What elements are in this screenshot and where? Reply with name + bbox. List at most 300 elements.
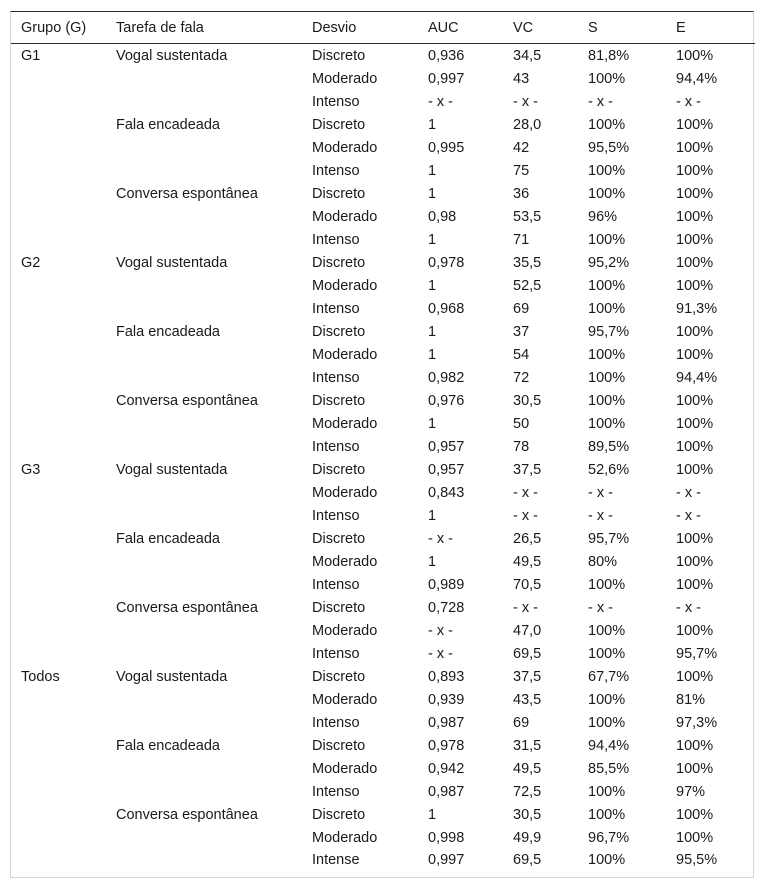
- cell-auc: 0,893: [428, 668, 465, 685]
- table-row: [11, 688, 755, 711]
- cell-desvio: Moderado: [312, 691, 378, 708]
- cell-desvio: Moderado: [312, 346, 378, 363]
- cell-auc: 0,998: [428, 829, 465, 846]
- cell-desvio: Intenso: [312, 438, 360, 455]
- cell-desvio: Intenso: [312, 162, 360, 179]
- cell-vc: 49,9: [513, 829, 542, 846]
- cell-grupo: [11, 389, 116, 412]
- cell-desvio: Intenso: [312, 93, 360, 110]
- cell-auc: 0,939: [428, 691, 465, 708]
- cell-grupo: G3: [21, 461, 41, 478]
- table-row: [11, 573, 755, 596]
- table-row: [11, 366, 755, 389]
- cell-grupo: [11, 688, 116, 711]
- cell-desvio: Moderado: [312, 622, 378, 639]
- cell-vc: 69,5: [513, 852, 542, 868]
- cell-vc: 53,5: [513, 208, 542, 225]
- cell-s: - x -: [588, 507, 613, 524]
- cell-tarefa: [116, 780, 312, 803]
- cell-grupo: [11, 435, 116, 458]
- cell-desvio: Discreto: [312, 668, 366, 685]
- cell-vc: - x -: [513, 507, 538, 524]
- cell-e: 100%: [676, 346, 714, 363]
- cell-auc: 1: [428, 553, 437, 570]
- cell-auc: 0,978: [428, 737, 465, 754]
- header-e: E: [676, 12, 755, 44]
- table-row: [11, 182, 755, 205]
- cell-e: 100%: [676, 185, 714, 202]
- results-table: [11, 12, 755, 871]
- cell-auc: 1: [428, 346, 437, 363]
- cell-tarefa: [116, 205, 312, 228]
- table-row: [11, 757, 755, 780]
- cell-auc: 1: [428, 162, 437, 179]
- cell-tarefa: [116, 67, 312, 90]
- cell-auc: - x -: [428, 645, 453, 662]
- cell-vc: 37,5: [513, 461, 542, 478]
- cell-tarefa: [116, 412, 312, 435]
- cell-tarefa: [116, 343, 312, 366]
- cell-desvio: Moderado: [312, 208, 378, 225]
- cell-e: 95,7%: [676, 645, 718, 662]
- cell-grupo: [11, 757, 116, 780]
- cell-e: 100%: [676, 737, 714, 754]
- cell-desvio: Intenso: [312, 300, 360, 317]
- cell-e: 100%: [676, 116, 714, 133]
- cell-auc: 0,978: [428, 254, 465, 271]
- cell-auc: 1: [428, 507, 437, 524]
- cell-grupo: [11, 642, 116, 665]
- cell-tarefa: [116, 826, 312, 849]
- table-row: [11, 780, 755, 803]
- cell-grupo: [11, 550, 116, 573]
- cell-tarefa: [116, 550, 312, 573]
- cell-vc: 69,5: [513, 645, 542, 662]
- cell-auc: 1: [428, 116, 437, 133]
- cell-grupo: G2: [21, 254, 41, 271]
- cell-e: 100%: [676, 277, 714, 294]
- table-row: [11, 44, 755, 68]
- cell-desvio: Moderado: [312, 760, 378, 777]
- cell-grupo: G1: [21, 47, 41, 64]
- cell-vc: 72: [513, 369, 530, 386]
- cell-s: 95,5%: [588, 139, 630, 156]
- cell-auc: 0,989: [428, 576, 465, 593]
- cell-e: 100%: [676, 162, 714, 179]
- cell-vc: 34,5: [513, 47, 542, 64]
- cell-e: 100%: [676, 668, 714, 685]
- cell-s: 95,7%: [588, 530, 630, 547]
- cell-auc: 0,976: [428, 392, 465, 409]
- header-s: S: [588, 12, 676, 44]
- cell-auc: - x -: [428, 93, 453, 110]
- cell-e: 100%: [676, 415, 714, 432]
- cell-vc: - x -: [513, 93, 538, 110]
- cell-e: - x -: [676, 599, 701, 616]
- cell-tarefa: [116, 688, 312, 711]
- cell-vc: 30,5: [513, 806, 542, 823]
- table-row: [11, 136, 755, 159]
- cell-s: 100%: [588, 576, 626, 593]
- cell-tarefa: [116, 297, 312, 320]
- cell-tarefa: Conversa espontânea: [116, 392, 258, 409]
- table-row: [11, 458, 755, 481]
- cell-grupo: [11, 619, 116, 642]
- cell-s: 89,5%: [588, 438, 630, 455]
- cell-desvio: Discreto: [312, 185, 366, 202]
- cell-tarefa: [116, 619, 312, 642]
- table-row: [11, 67, 755, 90]
- cell-grupo: [11, 711, 116, 734]
- cell-tarefa: Vogal sustentada: [116, 47, 228, 64]
- cell-tarefa: [116, 90, 312, 113]
- data-table-container: [10, 11, 754, 878]
- cell-s: 100%: [588, 185, 626, 202]
- cell-s: 100%: [588, 392, 626, 409]
- cell-auc: 1: [428, 415, 437, 432]
- cell-tarefa: Vogal sustentada: [116, 461, 228, 478]
- cell-desvio: Discreto: [312, 47, 366, 64]
- table-row: [11, 435, 755, 458]
- cell-auc: 1: [428, 323, 437, 340]
- cell-auc: 0,987: [428, 783, 465, 800]
- cell-tarefa: [116, 711, 312, 734]
- cell-e: 100%: [676, 461, 714, 478]
- cell-tarefa: [116, 274, 312, 297]
- cell-desvio: Moderado: [312, 139, 378, 156]
- cell-s: 100%: [588, 691, 626, 708]
- cell-e: 95,5%: [676, 852, 718, 868]
- cell-tarefa: Conversa espontânea: [116, 599, 258, 616]
- cell-e: 100%: [676, 553, 714, 570]
- cell-desvio: Discreto: [312, 116, 366, 133]
- cell-e: 97%: [676, 783, 706, 800]
- table-row: [11, 320, 755, 343]
- cell-grupo: [11, 826, 116, 849]
- cell-s: 100%: [588, 70, 626, 87]
- cell-e: 100%: [676, 829, 714, 846]
- cell-desvio: Intenso: [312, 507, 360, 524]
- cell-e: 94,4%: [676, 369, 718, 386]
- table-row: [11, 734, 755, 757]
- cell-tarefa: Conversa espontânea: [116, 806, 258, 823]
- cell-vc: 31,5: [513, 737, 542, 754]
- cell-desvio: Moderado: [312, 415, 378, 432]
- cell-tarefa: Vogal sustentada: [116, 668, 228, 685]
- cell-auc: - x -: [428, 622, 453, 639]
- cell-grupo: [11, 780, 116, 803]
- cell-tarefa: Fala encadeada: [116, 116, 220, 133]
- cell-s: 100%: [588, 714, 626, 731]
- table-row: [11, 550, 755, 573]
- cell-s: 100%: [588, 369, 626, 386]
- cell-s: 100%: [588, 116, 626, 133]
- cell-e: 100%: [676, 622, 714, 639]
- table-row: [11, 596, 755, 619]
- cell-grupo: [11, 182, 116, 205]
- cell-vc: 30,5: [513, 392, 542, 409]
- cell-e: - x -: [676, 93, 701, 110]
- header-grupo: Grupo (G): [11, 12, 116, 44]
- table-row: [11, 159, 755, 182]
- cell-desvio: Moderado: [312, 70, 378, 87]
- cell-s: 85,5%: [588, 760, 630, 777]
- cell-auc: 1: [428, 806, 437, 823]
- table-header: [11, 12, 755, 44]
- cell-desvio: Discreto: [312, 254, 366, 271]
- cell-s: 95,2%: [588, 254, 630, 271]
- cell-grupo: [11, 113, 116, 136]
- cell-grupo: [11, 734, 116, 757]
- cell-grupo: [11, 596, 116, 619]
- table-row: [11, 228, 755, 251]
- cell-vc: 43: [513, 70, 530, 87]
- cell-vc: 71: [513, 231, 530, 248]
- cell-vc: 26,5: [513, 530, 542, 547]
- cell-desvio: Intense: [312, 852, 360, 868]
- cell-grupo: [11, 67, 116, 90]
- cell-tarefa: Fala encadeada: [116, 530, 220, 547]
- header-vc: VC: [513, 12, 588, 44]
- cell-s: 100%: [588, 645, 626, 662]
- cell-tarefa: Fala encadeada: [116, 323, 220, 340]
- cell-s: 81,8%: [588, 47, 630, 64]
- table-body: [11, 44, 755, 872]
- cell-tarefa: [116, 136, 312, 159]
- cell-s: 100%: [588, 852, 626, 868]
- cell-s: 96,7%: [588, 829, 630, 846]
- table-row: [11, 665, 755, 688]
- cell-grupo: [11, 90, 116, 113]
- cell-e: 100%: [676, 231, 714, 248]
- cell-grupo: [11, 366, 116, 389]
- cell-auc: 0,982: [428, 369, 465, 386]
- cell-auc: 0,98: [428, 208, 457, 225]
- cell-desvio: Discreto: [312, 599, 366, 616]
- cell-s: - x -: [588, 484, 613, 501]
- table-row: [11, 481, 755, 504]
- cell-desvio: Intenso: [312, 369, 360, 386]
- cell-auc: 1: [428, 231, 437, 248]
- cell-vc: 42: [513, 139, 530, 156]
- cell-auc: 0,957: [428, 461, 465, 478]
- cell-auc: 0,936: [428, 47, 465, 64]
- cell-vc: - x -: [513, 599, 538, 616]
- cell-vc: 50: [513, 415, 530, 432]
- table-row: [11, 343, 755, 366]
- cell-vc: 72,5: [513, 783, 542, 800]
- cell-s: 100%: [588, 806, 626, 823]
- cell-desvio: Intenso: [312, 783, 360, 800]
- cell-auc: 0,942: [428, 760, 465, 777]
- table-row: [11, 389, 755, 412]
- table-row: [11, 619, 755, 642]
- cell-vc: 37,5: [513, 668, 542, 685]
- cell-auc: - x -: [428, 530, 453, 547]
- table-row: [11, 504, 755, 527]
- cell-auc: 0,843: [428, 484, 465, 501]
- cell-tarefa: [116, 573, 312, 596]
- cell-desvio: Discreto: [312, 530, 366, 547]
- cell-vc: - x -: [513, 484, 538, 501]
- cell-e: 100%: [676, 392, 714, 409]
- cell-desvio: Moderado: [312, 484, 378, 501]
- cell-desvio: Discreto: [312, 323, 366, 340]
- cell-e: 97,3%: [676, 714, 718, 731]
- cell-auc: 0,728: [428, 599, 465, 616]
- cell-s: 94,4%: [588, 737, 630, 754]
- cell-s: 100%: [588, 231, 626, 248]
- table-row: [11, 849, 755, 871]
- table-row: [11, 826, 755, 849]
- header-row: [11, 12, 755, 44]
- cell-grupo: [11, 159, 116, 182]
- cell-e: 100%: [676, 208, 714, 225]
- table-row: [11, 274, 755, 297]
- cell-grupo: [11, 573, 116, 596]
- table-row: [11, 711, 755, 734]
- cell-grupo: [11, 803, 116, 826]
- cell-e: 91,3%: [676, 300, 718, 317]
- cell-tarefa: Conversa espontânea: [116, 185, 258, 202]
- table-row: [11, 297, 755, 320]
- cell-auc: 0,995: [428, 139, 465, 156]
- cell-s: 100%: [588, 277, 626, 294]
- cell-tarefa: [116, 504, 312, 527]
- cell-tarefa: [116, 159, 312, 182]
- cell-vc: 52,5: [513, 277, 542, 294]
- cell-e: 100%: [676, 323, 714, 340]
- cell-desvio: Discreto: [312, 392, 366, 409]
- cell-e: 100%: [676, 438, 714, 455]
- cell-tarefa: Fala encadeada: [116, 737, 220, 754]
- cell-grupo: [11, 274, 116, 297]
- cell-s: 52,6%: [588, 461, 630, 478]
- table-row: [11, 205, 755, 228]
- cell-tarefa: [116, 228, 312, 251]
- header-auc: AUC: [428, 12, 513, 44]
- cell-vc: 75: [513, 162, 530, 179]
- cell-s: 100%: [588, 622, 626, 639]
- cell-grupo: [11, 343, 116, 366]
- cell-s: 100%: [588, 415, 626, 432]
- cell-vc: 43,5: [513, 691, 542, 708]
- cell-auc: 1: [428, 185, 437, 202]
- cell-vc: 49,5: [513, 760, 542, 777]
- cell-e: 100%: [676, 530, 714, 547]
- table-row: [11, 803, 755, 826]
- table-row: [11, 90, 755, 113]
- cell-e: 81%: [676, 691, 706, 708]
- cell-s: - x -: [588, 93, 613, 110]
- cell-grupo: Todos: [21, 668, 60, 685]
- cell-vc: 47,0: [513, 622, 542, 639]
- header-desvio: Desvio: [312, 12, 428, 44]
- cell-vc: 78: [513, 438, 530, 455]
- cell-grupo: [11, 205, 116, 228]
- cell-vc: 70,5: [513, 576, 542, 593]
- cell-s: 67,7%: [588, 668, 630, 685]
- cell-desvio: Intenso: [312, 714, 360, 731]
- cell-grupo: [11, 136, 116, 159]
- cell-s: 100%: [588, 346, 626, 363]
- table-row: [11, 251, 755, 274]
- cell-desvio: Intenso: [312, 576, 360, 593]
- cell-tarefa: [116, 642, 312, 665]
- table-row: [11, 642, 755, 665]
- cell-auc: 0,997: [428, 852, 465, 868]
- table-row: [11, 527, 755, 550]
- cell-vc: 28,0: [513, 116, 542, 133]
- cell-auc: 0,997: [428, 70, 465, 87]
- cell-desvio: Discreto: [312, 461, 366, 478]
- cell-e: 100%: [676, 254, 714, 271]
- cell-tarefa: [116, 849, 312, 871]
- cell-grupo: [11, 849, 116, 871]
- cell-e: 100%: [676, 139, 714, 156]
- cell-desvio: Discreto: [312, 737, 366, 754]
- cell-grupo: [11, 297, 116, 320]
- cell-tarefa: [116, 481, 312, 504]
- cell-grupo: [11, 412, 116, 435]
- cell-tarefa: Vogal sustentada: [116, 254, 228, 271]
- cell-s: 100%: [588, 162, 626, 179]
- cell-grupo: [11, 320, 116, 343]
- cell-desvio: Intenso: [312, 231, 360, 248]
- cell-grupo: [11, 481, 116, 504]
- cell-grupo: [11, 504, 116, 527]
- cell-s: 100%: [588, 783, 626, 800]
- cell-e: 100%: [676, 760, 714, 777]
- cell-desvio: Moderado: [312, 553, 378, 570]
- cell-auc: 0,957: [428, 438, 465, 455]
- cell-s: 100%: [588, 300, 626, 317]
- cell-vc: 37: [513, 323, 530, 340]
- cell-s: 80%: [588, 553, 618, 570]
- cell-tarefa: [116, 366, 312, 389]
- cell-desvio: Discreto: [312, 806, 366, 823]
- cell-s: 96%: [588, 208, 618, 225]
- cell-tarefa: [116, 757, 312, 780]
- cell-grupo: [11, 527, 116, 550]
- cell-auc: 0,987: [428, 714, 465, 731]
- cell-e: 100%: [676, 576, 714, 593]
- cell-s: 95,7%: [588, 323, 630, 340]
- table-row: [11, 412, 755, 435]
- cell-vc: 49,5: [513, 553, 542, 570]
- cell-auc: 0,968: [428, 300, 465, 317]
- cell-tarefa: [116, 435, 312, 458]
- cell-vc: 36: [513, 185, 530, 202]
- cell-vc: 69: [513, 714, 530, 731]
- cell-auc: 1: [428, 277, 437, 294]
- cell-desvio: Intenso: [312, 645, 360, 662]
- table-row: [11, 113, 755, 136]
- cell-e: 94,4%: [676, 70, 718, 87]
- cell-desvio: Moderado: [312, 277, 378, 294]
- cell-s: - x -: [588, 599, 613, 616]
- cell-grupo: [11, 228, 116, 251]
- cell-desvio: Moderado: [312, 829, 378, 846]
- header-tarefa: Tarefa de fala: [116, 12, 312, 44]
- cell-vc: 54: [513, 346, 530, 363]
- cell-e: 100%: [676, 806, 714, 823]
- cell-e: - x -: [676, 507, 701, 524]
- cell-vc: 35,5: [513, 254, 542, 271]
- cell-vc: 69: [513, 300, 530, 317]
- cell-e: - x -: [676, 484, 701, 501]
- cell-e: 100%: [676, 47, 714, 64]
